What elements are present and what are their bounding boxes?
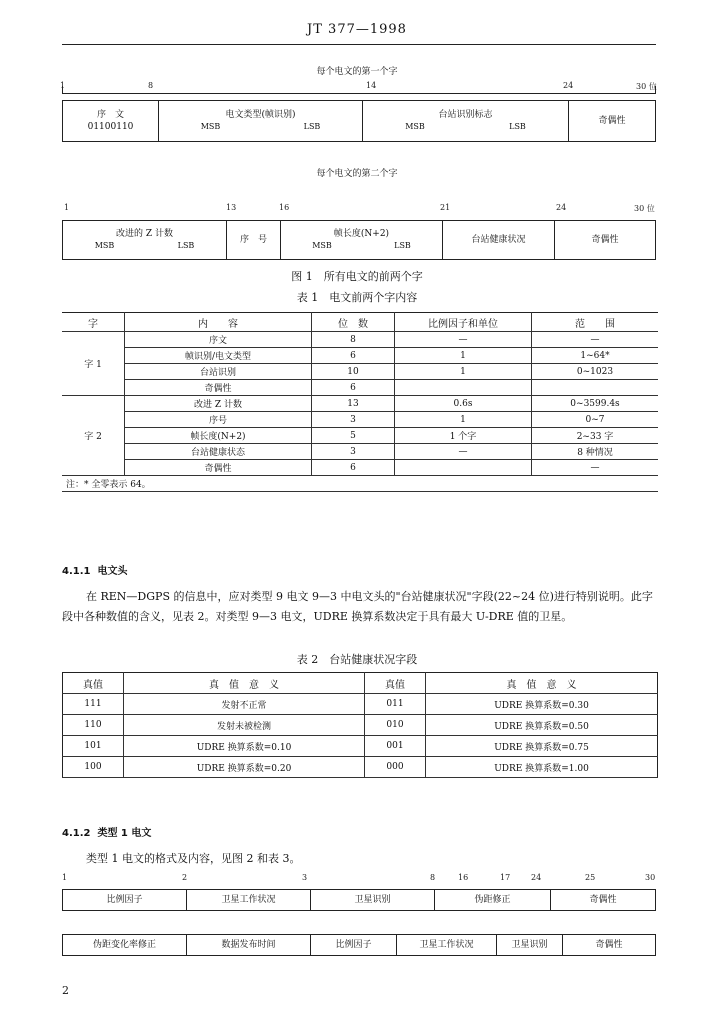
table-row (63, 757, 658, 778)
word2-zcount-msb: MSB (94, 241, 115, 250)
word2-scale-13: 13 (226, 203, 237, 212)
word2-field-frame-length-label: 帧长度(N+2) (333, 229, 390, 239)
table1-header-scale: 比例因子和单位 (395, 313, 532, 332)
table-row (62, 332, 658, 348)
table1-cell: 1~64* (532, 348, 659, 364)
table2-header: 真 值 意 义 (426, 673, 658, 694)
word3-scale-24: 24 (531, 873, 542, 882)
table1-note: 注：* 全零表示 64。 (62, 476, 658, 492)
table1-cell: — (532, 332, 659, 348)
table1-word2-label: 字 2 (62, 396, 125, 476)
table1-cell: 帧识别/电文类型 (125, 348, 312, 364)
word2-scale-1: 1 (64, 203, 70, 212)
paragraph-type1: 类型 1 电文的格式及内容，见图 2 和表 3。 (86, 852, 301, 865)
word1-frame (62, 100, 656, 142)
word2-field-frame-length (281, 221, 443, 259)
word1-caption: 每个电文的第一个字 (316, 67, 398, 77)
section-4-1-1 (62, 562, 127, 577)
word4-field-scale-factor: 比例因子 (311, 935, 397, 955)
table1-cell: 13 (312, 396, 395, 412)
paragraph-health-field: 在 REN—DGPS 的信息中，应对类型 9 电文 9—3 中电文头的"台站健康状况"字段(22~24 位)进行特别说明。此字段中各种数值的含义，见表 2。对类型 9—3 电文，UDRE 换算系数决定于具有最大 U-DRE 值的卫星。 (62, 590, 653, 623)
word2-scale-21: 21 (440, 203, 451, 212)
table1-header-range: 范 围 (532, 313, 659, 332)
word3-field-sat-health: 卫星工作状况 (187, 890, 311, 910)
table1-cell: 8 (312, 332, 395, 348)
word1-msgtype-lsb: LSB (303, 122, 321, 131)
table1-header-word: 字 (62, 313, 125, 332)
table1-cell: — (532, 460, 659, 476)
table2-cell: 011 (365, 694, 426, 715)
standard-header: JT 377—1998 (307, 22, 407, 37)
table1-cell (395, 380, 532, 396)
word3-field-sat-id: 卫星识别 (311, 890, 435, 910)
table-row (62, 348, 658, 364)
table1-cell: 3 (312, 412, 395, 428)
table1-header-bits: 位 数 (312, 313, 395, 332)
word3-field-scale-factor: 比例因子 (63, 890, 187, 910)
table-row (62, 428, 658, 444)
word2-scale-30: 30 位 (634, 204, 655, 213)
table1-cell: 台站识别 (125, 364, 312, 380)
table2-cell: 111 (63, 694, 124, 715)
table2-cell: UDRE 换算系数=0.50 (426, 715, 658, 736)
table1-cell: 0.6s (395, 396, 532, 412)
table-row (63, 736, 658, 757)
table1-cell: 0~7 (532, 412, 659, 428)
table-row (62, 396, 658, 412)
word1-field-station-id (363, 101, 569, 141)
word1-field-preamble-label: 序 文 (96, 110, 124, 120)
word1-scale-24: 24 (563, 81, 574, 90)
table2-header: 真值 (365, 673, 426, 694)
word3-scale-2: 2 (182, 873, 188, 882)
word2-field-zcount (63, 221, 227, 259)
table1-cell: 0~1023 (532, 364, 659, 380)
section-title: 类型 1 电文 (97, 828, 152, 839)
word1-field-parity-label: 奇偶性 (598, 116, 626, 126)
table1-word1-label: 字 1 (62, 332, 125, 396)
table-row (62, 444, 658, 460)
table1-cell: 台站健康状态 (125, 444, 312, 460)
table1-cell: 8 种情况 (532, 444, 659, 460)
word2-field-parity-label: 奇偶性 (591, 235, 619, 245)
table1-cell: 1 (395, 348, 532, 364)
table1-cell: 6 (312, 348, 395, 364)
table-row (63, 694, 658, 715)
word3-scale-17: 17 (500, 873, 511, 882)
word2-field-health (443, 221, 555, 259)
section-number: 4.1.1 (62, 566, 91, 577)
table-row (62, 364, 658, 380)
word4-field-parity: 奇偶性 (595, 940, 623, 950)
table2-cell: UDRE 换算系数=0.10 (124, 736, 365, 757)
word3-scale-30: 30 (645, 873, 656, 882)
table-row (62, 412, 658, 428)
table2-caption: 表 2 台站健康状况字段 (296, 653, 418, 666)
table2-cell: UDRE 换算系数=0.20 (124, 757, 365, 778)
table2-cell: UDRE 换算系数=0.75 (426, 736, 658, 757)
word2-scale-16: 16 (279, 203, 290, 212)
table1-cell: 1 (395, 412, 532, 428)
table1-note-row (62, 476, 658, 492)
word1-scale-8: 8 (148, 81, 154, 90)
word3-field-parity: 奇偶性 (589, 895, 617, 905)
header-rule (62, 44, 656, 45)
table1-caption: 表 1 电文前两个字内容 (296, 291, 418, 304)
word4-field-iod: 数据发布时间 (187, 935, 311, 955)
table1-cell (395, 460, 532, 476)
word2-field-seq (227, 221, 281, 259)
word1-field-parity (569, 101, 655, 141)
word3-frame (62, 889, 656, 911)
word3-scale-25: 25 (585, 873, 596, 882)
table2-cell: 000 (365, 757, 426, 778)
word2-length-lsb: LSB (394, 241, 411, 250)
table1-cell (532, 380, 659, 396)
word1-field-msgtype (159, 101, 363, 141)
word2-field-seq-label: 序 号 (239, 235, 267, 245)
word3-scale-1: 1 (62, 873, 68, 882)
table2 (62, 672, 658, 778)
table1 (62, 312, 658, 492)
table2-header: 真 值 意 义 (124, 673, 365, 694)
word1-field-preamble (63, 101, 159, 141)
word4-field-sat-health: 卫星工作状况 (397, 935, 497, 955)
table1-cell: 奇偶性 (125, 380, 312, 396)
table2-cell: 100 (63, 757, 124, 778)
section-4-1-2 (62, 824, 151, 839)
word1-scale-30: 30 位 (636, 82, 657, 91)
word1-field-preamble-bits: 01100110 (87, 122, 134, 132)
section-number: 4.1.2 (62, 828, 91, 839)
word1-ruler (62, 86, 656, 94)
table2-cell: UDRE 换算系数=0.30 (426, 694, 658, 715)
word1-msgtype-msb: MSB (200, 122, 221, 131)
table1-cell: 6 (312, 460, 395, 476)
figure1-caption: 图 1 所有电文的前两个字 (291, 270, 423, 283)
word1-station-msb: MSB (405, 122, 425, 131)
word3-scale-3: 3 (302, 873, 308, 882)
table-row (62, 380, 658, 396)
table1-cell: 2~33 字 (532, 428, 659, 444)
table1-cell: 序文 (125, 332, 312, 348)
word1-field-msgtype-label: 电文类型(帧识别) (225, 110, 296, 120)
word1-scale-1: 1 (60, 81, 66, 90)
word3-scale-16: 16 (458, 873, 469, 882)
table2-cell: 发射不正常 (124, 694, 365, 715)
table2-cell: 101 (63, 736, 124, 757)
table2-cell: 110 (63, 715, 124, 736)
table2-cell: 010 (365, 715, 426, 736)
table1-cell: — (395, 444, 532, 460)
word3-field-prc: 伪距修正 (435, 890, 551, 910)
word4-field-sat-id: 卫星识别 (497, 935, 563, 955)
word2-field-zcount-label: 改进的 Z 计数 (116, 229, 173, 239)
table2-header: 真值 (63, 673, 124, 694)
word1-field-station-id-label: 台站识别标志 (438, 110, 493, 120)
table1-cell: 1 个字 (395, 428, 532, 444)
table1-cell: — (395, 332, 532, 348)
table1-cell: 奇偶性 (125, 460, 312, 476)
word2-caption: 每个电文的第二个字 (316, 169, 398, 179)
table2-cell: 发射未被检测 (124, 715, 365, 736)
word2-zcount-lsb: LSB (177, 241, 195, 250)
table2-header-row (63, 673, 658, 694)
table1-cell: 帧长度(N+2) (125, 428, 312, 444)
table2-cell: 001 (365, 736, 426, 757)
table1-cell: 3 (312, 444, 395, 460)
table1-header-row (62, 313, 658, 332)
table1-header-content: 内 容 (125, 313, 312, 332)
table-row (63, 715, 658, 736)
table1-cell: 10 (312, 364, 395, 380)
word1-station-lsb: LSB (509, 122, 526, 131)
word4-field-rrc: 伪距变化率修正 (63, 935, 187, 955)
word4-frame (62, 934, 656, 956)
table1-cell: 6 (312, 380, 395, 396)
word3-scale-8: 8 (430, 873, 436, 882)
section-title: 电文头 (97, 566, 128, 577)
table1-cell: 1 (395, 364, 532, 380)
table2-cell: UDRE 换算系数=1.00 (426, 757, 658, 778)
word2-field-health-label: 台站健康状况 (471, 235, 526, 245)
table1-cell: 序号 (125, 412, 312, 428)
word2-scale-24: 24 (556, 203, 567, 212)
word2-field-parity (555, 221, 655, 259)
word2-length-msb: MSB (312, 241, 332, 250)
page-number: 2 (62, 984, 69, 997)
table1-cell: 0~3599.4s (532, 396, 659, 412)
table-row (62, 460, 658, 476)
table1-cell: 改进 Z 计数 (125, 396, 312, 412)
word2-frame (62, 220, 656, 260)
word1-scale-14: 14 (366, 81, 377, 90)
table1-cell: 5 (312, 428, 395, 444)
